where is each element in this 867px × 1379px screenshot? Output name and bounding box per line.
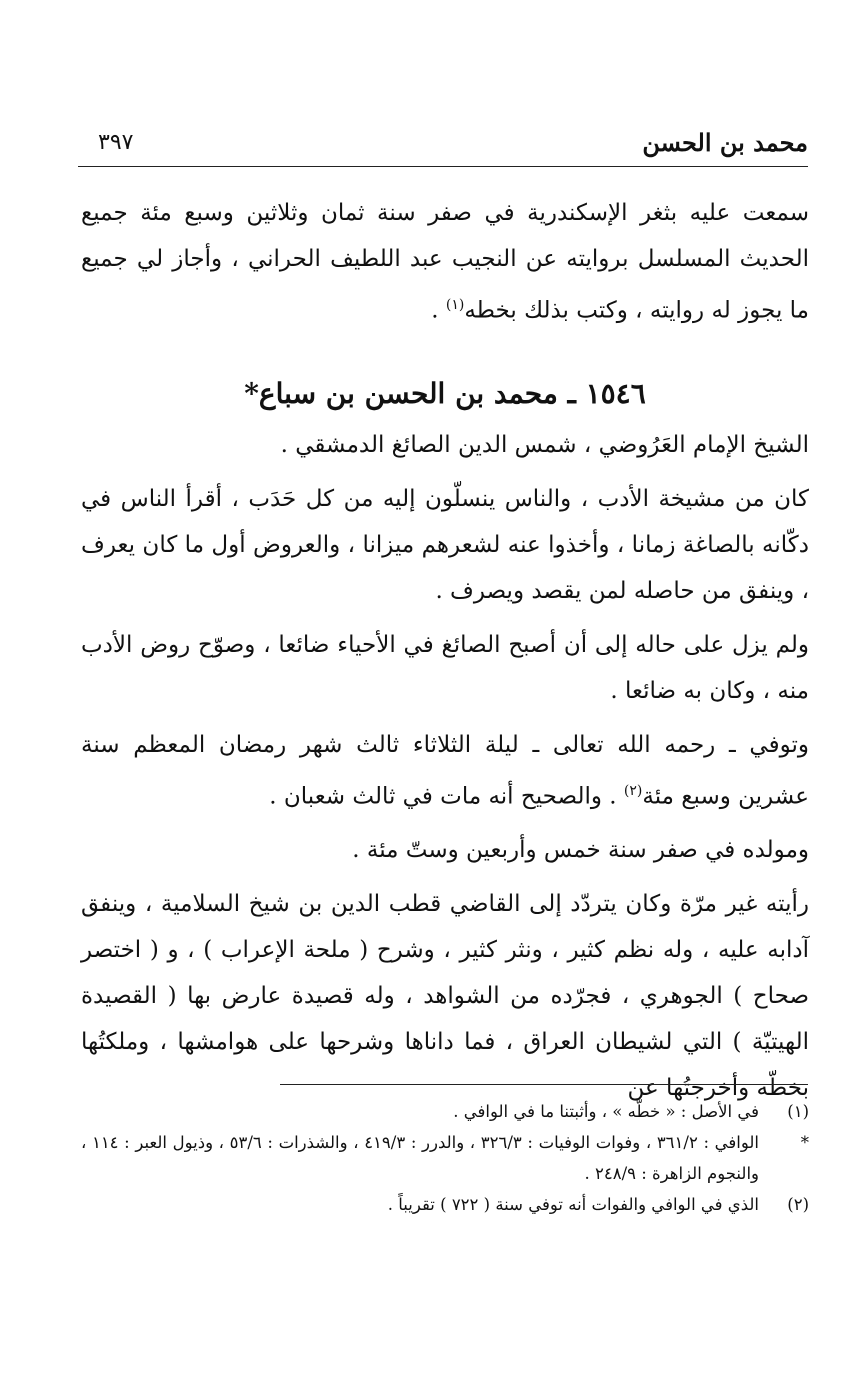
footnote-ref-1: (١) — [445, 297, 465, 313]
footnote — [81, 1127, 809, 1189]
entry-paragraph: الشيخ الإمام العَرُوضي ، شمس الدين الصائغ الدمشقي . — [280, 431, 809, 458]
entry-paragraph: ومولده في صفر سنة خمس وأربعين وستّ مئة . — [352, 837, 809, 864]
entry-paragraph: رأيته غير مرّة وكان يتردّد إلى القاضي قطب الدين بن شيخ السلامية ، وينفق آدابه عليه ، وله نظم كثير ، ونثر كثير ، وشرح ( ملحة الإعراب ) ، و ( اختصر صحاح ) الجوهري ، فجرّده من الشواهد ، وله قصيدة عارض بها ( القصيدة الهيتيّة ) التي لشيطان العراق ، فما داناها وشرحها على هوامشها ، وملكتُها بخطّه وأخرجتُها عن — [81, 891, 809, 1102]
main-text — [81, 190, 809, 1111]
footnote-text: الوافي : ٣٦١/٢ ، وفوات الوفيات : ٣٢٦/٣ ، والدرر : ٤١٩/٣ ، والشذرات : ٥٣/٦ ، وذيول العبر : ١١٤ ، والنجوم الزاهرة : ٢٤٨/٩ . — [81, 1133, 759, 1183]
footnote-ref-2: (٢) — [623, 782, 643, 799]
footnote-divider — [280, 1084, 808, 1085]
footnote — [81, 1096, 809, 1127]
footnote-mark: * — [800, 1133, 809, 1152]
footnote-text: الذي في الوافي والفوات أنه توفي سنة ( ٧٢٢ ) تقريباً . — [387, 1195, 759, 1214]
footnote-mark: (١) — [787, 1102, 809, 1121]
footnote — [81, 1189, 809, 1220]
page-number: ٣٩٧ — [98, 130, 134, 155]
entry-paragraph: ولم يزل على حاله إلى أن أصبح الصائغ في الأحياء ضائعا ، وصوّح روض الأدب منه ، وكان به ضائعا . — [81, 631, 809, 704]
entry-paragraph: وتوفي ـ رحمه الله تعالى ـ ليلة الثلاثاء ثالث شهر رمضان المعظم سنة عشرين وسبع مئة$^{(٢)}$ . والصحيح أنه مات في ثالث شعبان . — [81, 731, 809, 810]
page-header — [78, 128, 808, 164]
header-divider — [78, 166, 808, 167]
footnote-text: في الأصل : « خطّه » ، وأثبتنا ما في الوافي . — [453, 1102, 759, 1121]
paragraph-continuation: سمعت عليه بثغر الإسكندرية في صفر سنة ثمان وثلاثين وسبع مئة جميع الحديث المسلسل بروايته عن النجيب عبد اللطيف الحراني ، وأجاز لي جميع ما يجوز له روايته ، وكتب بذلك بخطه$^{(١)}$ . — [81, 200, 809, 324]
footnote-mark: (٢) — [787, 1195, 809, 1214]
entry-heading: ١٥٤٦ ـ محمد بن الحسن بن سباع* — [244, 376, 646, 410]
running-title: محمد بن الحسن — [642, 128, 808, 157]
entry-paragraph: كان من مشيخة الأدب ، والناس ينسلّون إليه من كل حَدَب ، أقرأ الناس في دكّانه بالصاغة زمانا ، وأخذوا عنه لشعرهم ميزانا ، والعروض أول ما كان يعرف ، وينفق من حاصله لمن يقصد ويصرف . — [81, 485, 809, 604]
footnotes — [81, 1096, 809, 1220]
